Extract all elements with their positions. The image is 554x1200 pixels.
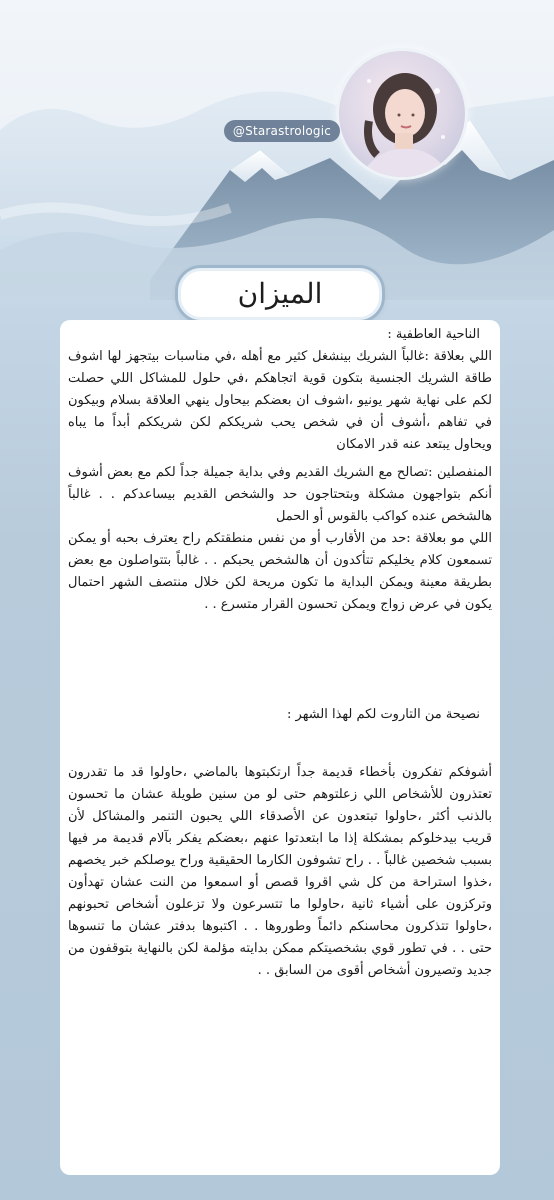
portrait-image [339,51,465,177]
account-handle: @Starastrologic [224,120,340,142]
emotional-heading: الناحية العاطفية : [387,327,480,342]
profile-avatar [336,48,468,180]
page-title: الميزان [237,277,323,310]
separated-paragraph: المنفصلين :تصالح مع الشريك القديم وفي بداية جميلة جداً لكم مع بعض أشوف أنكم بتواجهون مشكلة وبتحتاجون حد والشخص القديم بيساعدكم . . غالباً هالشخص عنده كواكب بالقوس أو الحمل [68,465,492,524]
single-paragraph: اللي مو بعلاقة :حد من الأقارب أو من نفس منطقتكم راح يعترف بحبه أو يمكن تسمعون كلام يخليكم تتأكدون أن هالشخص يحبكم . . غالباً بتتواصلون مع بعض بطريقة معينة ويمكن البداية ما تكون مريحة لكن خلال منتصف الشهر احتمال يكون في عرض زواج ويمكن تحسون القرار متسرع . . [68,531,492,612]
in-relationship-paragraph: اللي بعلاقة :غالباً الشريك بينشغل كثير مع أهله ،في مناسبات بيتجهز لها اشوف طاقة الشريك الجنسية بتكون قوية اتجاهكم ،في حلول للمشاكل اللي حصلت لكم على نهاية شهر يونيو ،اشوف ان بعضكم بيحاول ينهي العلاقة بسلام وبيكون في تفاهم ،أشوف أن في شخص يحب شريككم لكن شريككم أبداً ما يباه ويحاول يبتعد عنه قدر الامكان [68,349,492,452]
advice-paragraph: أشوفكم تفكرون بأخطاء قديمة جداً ارتكبتوها بالماضي ،حاولوا قد ما تقدرون تعتذرون للأشخاص اللي زعلتوهم حتى لو من سنين طويلة عشان ما تحسون بالذنب أكثر ،حاولوا تبتعدون عن الأصدقاء اللي يحبون التنمر والمشاكل لأن قريب بيدخلوكم بمشكلة إذا ما ابتعدتوا عنهم ،بعضكم يفكر بآلام قديمة مر فيها بسبب شخصين غالباً . . راح تشوفون الكارما الحقيقية وراح يوصلكم خبر يخصهم ،خذوا استراحة من كل شي اقروا قصص أو اسمعوا من النت عشان تهدأون وتركزون على أشياء ثانية ،حاولوا ما تتسرعون ولا تزعلون أشخاص تحبونهم ،حاولوا تتذكرون محاسنكم دائماً وطوروها . . اكتبوها بدفتر عشان ما تنسوها حتى . . في تطور قوي بشخصيتكم ممكن بدايته مؤلمة لكن بالنهاية بتوقفون من جديد وتصيرون أشخاص أقوى من السابق . . [68,765,492,978]
horoscope-content [68,324,492,982]
advice-heading: نصيحة من التاروت لكم لهذا الشهر : [287,707,480,722]
title-badge [178,268,382,320]
mountain-scenery [0,0,554,300]
